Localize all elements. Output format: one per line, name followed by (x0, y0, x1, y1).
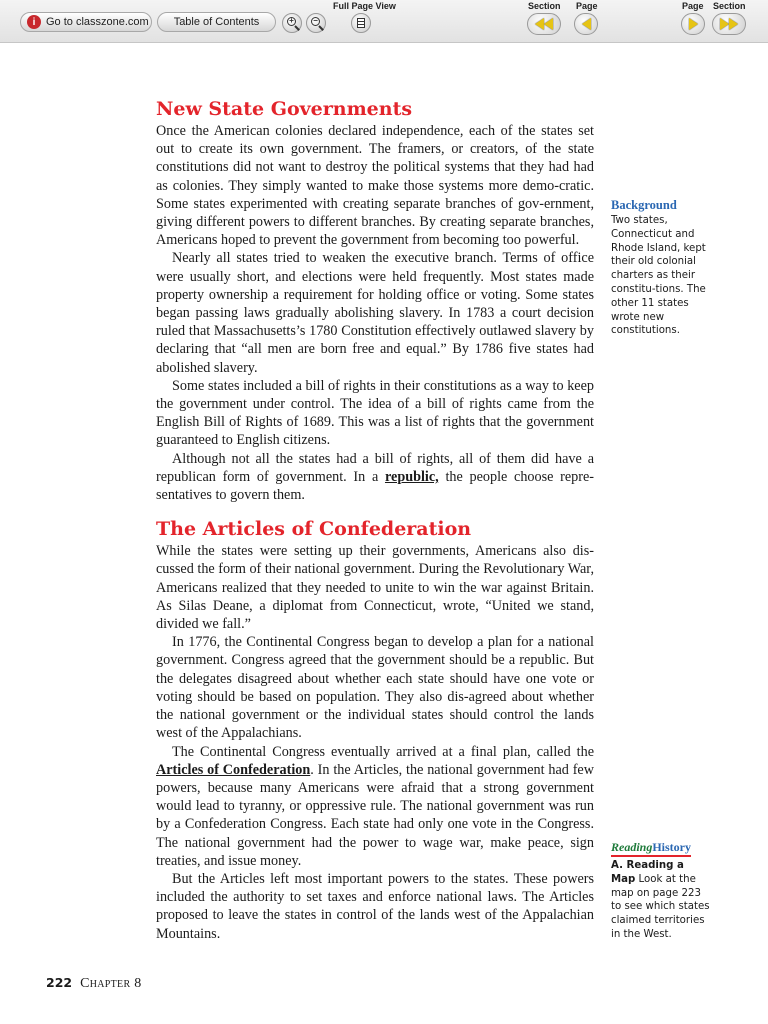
full-page-view-icon (357, 18, 365, 28)
background-note-text: Two states, Connecticut and Rhode Island, kept their old colonial charters as their constitu-tions. The other 11 states wrote new constitutions. (611, 215, 706, 337)
reading-history-logo (611, 840, 691, 857)
reading-history-logo-reading: Reading (611, 840, 653, 854)
page-number: 222 (46, 975, 73, 990)
background-note (611, 198, 711, 338)
previous-section-button[interactable] (527, 13, 561, 35)
page-footer (46, 975, 142, 992)
page-forward-icon (689, 18, 698, 30)
paragraph-7-text-before: The Continental Congress eventually arrived at a final plan, called the (172, 743, 594, 760)
glossary-term-republic[interactable]: republic, (384, 468, 439, 485)
section-back-icon (535, 18, 553, 30)
section-forward-label: Section (713, 1, 746, 11)
previous-page-button[interactable] (574, 13, 598, 35)
zoom-in-button[interactable] (282, 13, 302, 33)
heading-new-state-governments: New State Governments (156, 98, 413, 120)
reading-history-label: A. Reading a Map (611, 860, 684, 885)
full-page-view-button[interactable] (351, 13, 371, 33)
section-forward-icon (720, 18, 738, 30)
paragraph-7 (156, 743, 594, 870)
paragraph-1: Once the American colonies declared independence, each of the states set out to create its own government. The framers, or creators, of the state constitutions did not want to destroy the political systems that they had had as colonies. They simply wanted to make those systems more demo-cratic. Some states experimented with creating separate branches of gov-ernment, giving different powers to different branches. By creating separate branches, Americans hoped to prevent the government from becoming too powerful. (156, 123, 594, 249)
classzone-button[interactable] (20, 12, 152, 32)
paragraph-5: While the states were setting up their governments, Americans also dis-cussed the form of their national government. During the Revolutionary War, Americans realized that they needed to unite to win the war against Britain. As Silas Deane, a diplomat from Connecticut, wrote, “United we stand, divided we fall.” (156, 543, 594, 633)
reading-history-logo-history: History (652, 840, 692, 854)
page-back-icon (582, 18, 591, 30)
paragraph-4-text-before: Although not all the states had a bill of rights, all of them did have a republican form of government. In a (156, 450, 594, 485)
reading-history-text: Look at the map on page 223 to see which states claimed territories in the West. (611, 873, 710, 940)
paragraph-7-text-after: . In the Articles, the national government had few powers, because many Americans were afraid that a strong government would lead to tyranny, or oppressive rule. The national government was run by a Confederation Congress. Each state had only one vote in the Congress. The national government had the power to wage war, make peace, sign treaties, and issue money. (156, 761, 594, 869)
heading-articles-of-confederation: The Articles of Confederation (156, 518, 472, 541)
section-back-label: Section (528, 1, 561, 11)
classzone-label: Go to classzone.com (46, 16, 149, 28)
zoom-in-icon: + (287, 17, 296, 26)
paragraph-3: Some states included a bill of rights in their constitutions as a way to keep the government under control. The idea of a bill of rights came from the English Bill of Rights of 1689. This was a list of rights that the government guaranteed to English citizens. (156, 377, 594, 449)
paragraph-2: Nearly all states tried to weaken the executive branch. Terms of office were usually short, and elections were held frequently. Most states made property ownership a requirement for holding office or voting. Some states began passing laws gradually abolishing slavery. In 1783 a court decision ruled that Massachusetts’s 1780 Constitution effectively outlawed slavery by declaring that “all men are born free and equal.” By 1786 five states had abolished slavery. (156, 250, 594, 376)
zoom-out-icon: − (311, 17, 320, 26)
zoom-out-button[interactable] (306, 13, 326, 33)
classzone-icon: i (27, 15, 41, 29)
paragraph-6: In 1776, the Continental Congress began to develop a plan for a national government. Congress agreed that the government should be a republic. But the delegates disagreed about whether each state should have one vote or voting should be based on population. They also dis-agreed about whether the national government or the individual states should control the lands west of the Appalachians. (156, 634, 594, 742)
page-back-label: Page (576, 1, 598, 11)
page-forward-label: Page (682, 1, 704, 11)
next-page-button[interactable] (681, 13, 705, 35)
paragraph-4-text-after: the people choose repre-sentatives to govern them. (156, 468, 594, 504)
full-page-view-label: Full Page View (333, 1, 396, 11)
toolbar (0, 0, 768, 43)
background-note-title: Background (611, 198, 677, 212)
next-section-button[interactable] (712, 13, 746, 35)
paragraph-4 (156, 450, 594, 505)
table-of-contents-label: Table of Contents (173, 16, 260, 28)
glossary-term-articles-of-confederation[interactable]: Articles of Confederation (156, 761, 311, 778)
paragraph-8: But the Articles left most important powers to the states. These powers included the authority to set taxes and enforce national laws. The Articles proposed to leave the states in control of the lands west of the Appalachian Mountains. (156, 870, 594, 942)
table-of-contents-button[interactable] (157, 12, 276, 32)
main-text-column (156, 96, 594, 943)
chapter-label: Chapter 8 (80, 976, 142, 991)
reading-history-note (611, 840, 711, 942)
